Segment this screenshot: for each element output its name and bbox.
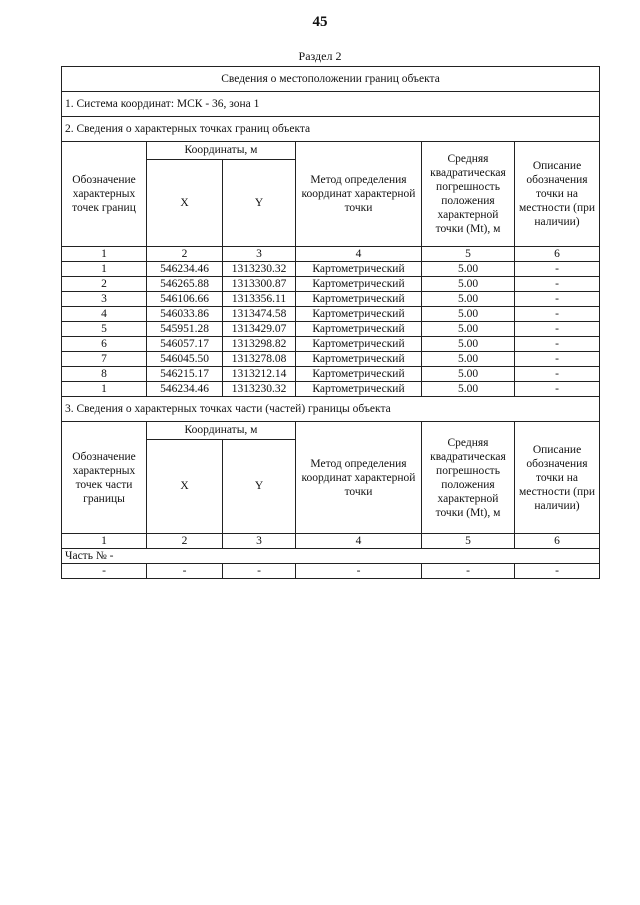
column-number: 5 (422, 534, 515, 549)
table-cell: 5.00 (422, 262, 515, 277)
table-cell: 546234.46 (147, 382, 223, 397)
table-row (62, 367, 600, 382)
header-x-part: X (147, 440, 223, 534)
table-cell: Картометрический (296, 367, 422, 382)
column-number: 3 (223, 247, 296, 262)
table-cell: - (515, 564, 600, 579)
table-cell: 3 (62, 292, 147, 307)
header-designation-part: Обозначение характерных точек части границы (62, 422, 147, 534)
header-x: X (147, 160, 223, 247)
table-row (62, 352, 600, 367)
table-cell: Картометрический (296, 382, 422, 397)
page-number: 45 (312, 14, 328, 30)
table-cell: - (515, 337, 600, 352)
table-cell: - (223, 564, 296, 579)
table-cell: Картометрический (296, 307, 422, 322)
table-cell: 545951.28 (147, 322, 223, 337)
header-method: Метод определения координат характерной точки (296, 142, 422, 247)
table-cell: - (515, 277, 600, 292)
table-cell: Картометрический (296, 352, 422, 367)
table-cell: 5.00 (422, 382, 515, 397)
column-number: 4 (296, 247, 422, 262)
table-cell: 546234.46 (147, 262, 223, 277)
column-number: 1 (62, 247, 147, 262)
table-row (62, 322, 600, 337)
table-cell: 546045.50 (147, 352, 223, 367)
table-cell: Картометрический (296, 262, 422, 277)
table-cell: 5.00 (422, 307, 515, 322)
column-number: 6 (515, 534, 600, 549)
table-cell: 546106.66 (147, 292, 223, 307)
column-number: 3 (223, 534, 296, 549)
header-error-part: Средняя квадратическая погрешность положения характерной точки (Mt), м (422, 422, 515, 534)
column-number: 6 (515, 247, 600, 262)
section3-title: 3. Сведения о характерных точках части (частей) границы объекта (62, 397, 600, 422)
column-number: 4 (296, 534, 422, 549)
table-cell: Картометрический (296, 322, 422, 337)
table-cell: - (62, 564, 147, 579)
table-cell: - (515, 307, 600, 322)
section2-title: 2. Сведения о характерных точках границ объекта (62, 117, 600, 142)
column-number: 5 (422, 247, 515, 262)
table-cell: 1313212.14 (223, 367, 296, 382)
column-number: 2 (147, 247, 223, 262)
column-number: 2 (147, 534, 223, 549)
part-table-row (62, 564, 600, 579)
table-cell: 1 (62, 382, 147, 397)
table-row (62, 262, 600, 277)
header-description-part: Описание обозначения точки на местности (при наличии) (515, 422, 600, 534)
table-cell: 1313429.07 (223, 322, 296, 337)
column-number-row (62, 247, 600, 262)
table-title: Сведения о местоположении границ объекта (62, 67, 600, 92)
header-designation: Обозначение характерных точек границ (62, 142, 147, 247)
table-cell: 1313278.08 (223, 352, 296, 367)
header-method-part: Метод определения координат характерной точки (296, 422, 422, 534)
table-cell: 5.00 (422, 322, 515, 337)
boundary-table (61, 66, 600, 579)
table-cell: 4 (62, 307, 147, 322)
section-label: Раздел 2 (298, 49, 342, 63)
header-coordinates-part: Координаты, м (147, 422, 296, 440)
table-cell: Картометрический (296, 277, 422, 292)
table-cell: 1 (62, 262, 147, 277)
header-error: Средняя квадратическая погрешность положения характерной точки (Mt), м (422, 142, 515, 247)
column-number-row-part (62, 534, 600, 549)
table-cell: 546033.86 (147, 307, 223, 322)
table-cell: 5.00 (422, 277, 515, 292)
table-cell: 5.00 (422, 292, 515, 307)
table-cell: - (147, 564, 223, 579)
table-cell: 5.00 (422, 367, 515, 382)
table-cell: 2 (62, 277, 147, 292)
header-y-part: Y (223, 440, 296, 534)
table-cell: 7 (62, 352, 147, 367)
table-cell: 5.00 (422, 352, 515, 367)
part-label: Часть № - (62, 549, 600, 564)
table-cell: - (515, 367, 600, 382)
table-row (62, 277, 600, 292)
table-cell: - (515, 382, 600, 397)
table-cell: - (296, 564, 422, 579)
header-y: Y (223, 160, 296, 247)
table-cell: 5 (62, 322, 147, 337)
table-cell: Картометрический (296, 292, 422, 307)
table-cell: Картометрический (296, 337, 422, 352)
table-row (62, 337, 600, 352)
column-number: 1 (62, 534, 147, 549)
table-cell: - (422, 564, 515, 579)
header-description: Описание обозначения точки на местности (при наличии) (515, 142, 600, 247)
table-row (62, 307, 600, 322)
table-cell: - (515, 292, 600, 307)
table-cell: 1313300.87 (223, 277, 296, 292)
header-coordinates: Координаты, м (147, 142, 296, 160)
table-cell: 6 (62, 337, 147, 352)
table-cell: 546265.88 (147, 277, 223, 292)
table-cell: 546057.17 (147, 337, 223, 352)
table-row (62, 292, 600, 307)
table-cell: 1313298.82 (223, 337, 296, 352)
table-row (62, 382, 600, 397)
table-cell: 8 (62, 367, 147, 382)
table-cell: - (515, 262, 600, 277)
table-cell: 1313356.11 (223, 292, 296, 307)
table-cell: - (515, 352, 600, 367)
table-cell: 1313230.32 (223, 382, 296, 397)
table-cell: 1313474.58 (223, 307, 296, 322)
coord-system: 1. Система координат: МСК - 36, зона 1 (62, 92, 600, 117)
table-cell: 5.00 (422, 337, 515, 352)
table-cell: 546215.17 (147, 367, 223, 382)
table-cell: 1313230.32 (223, 262, 296, 277)
table-cell: - (515, 322, 600, 337)
